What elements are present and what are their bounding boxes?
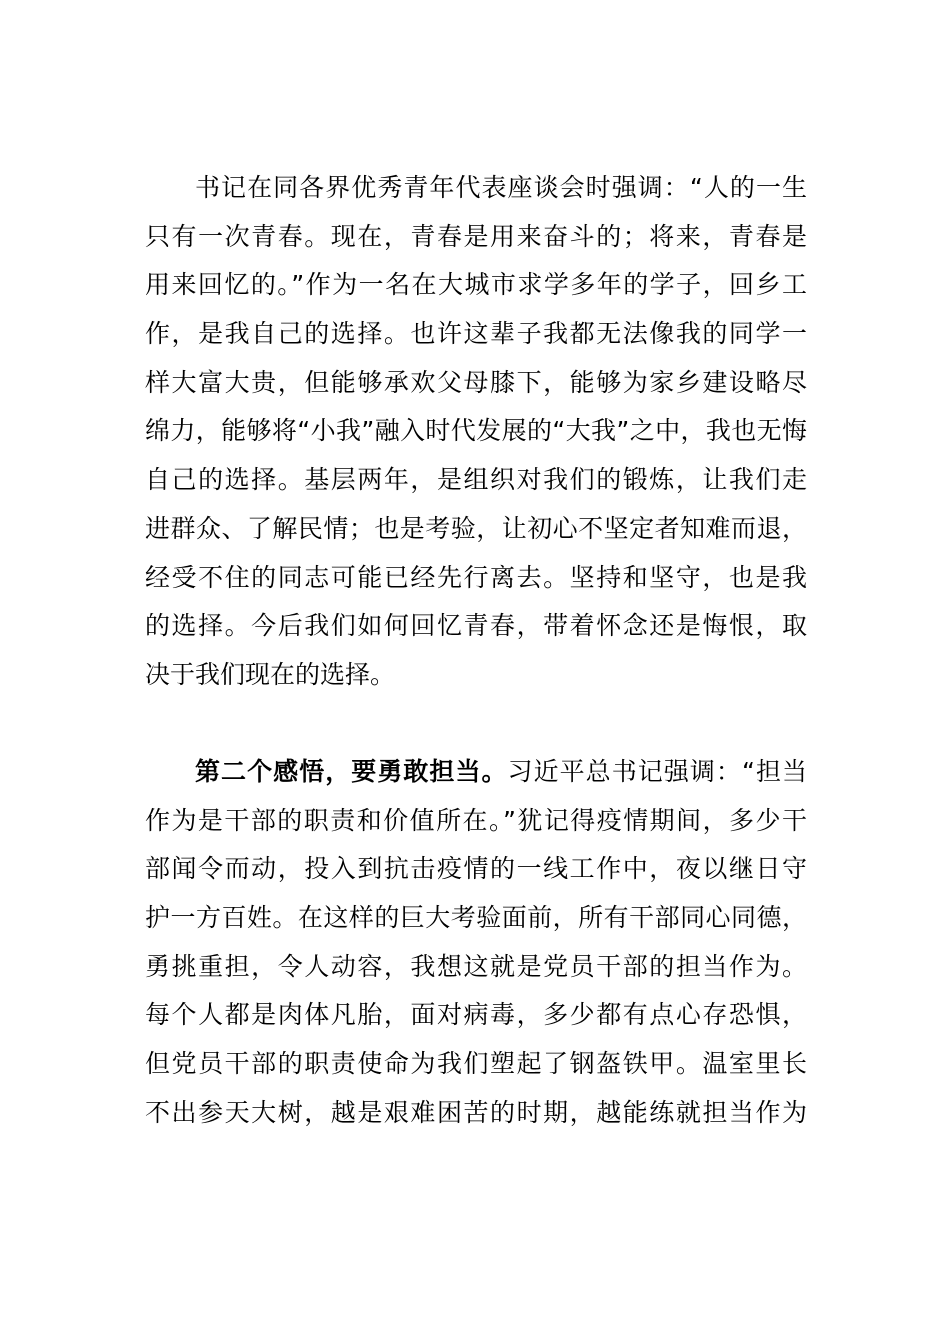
text-line: 样大富大贵，但能够承欢父母膝下，能够为家乡建设略尽 [145,367,807,397]
heading-continuation: 习近平总书记强调：“担当 [507,757,807,786]
text-line: 绵力，能够将“小我”融入时代发展的“大我”之中，我也无悔 [145,416,807,446]
section-heading: 第二个感悟，要勇敢担当。 [195,757,508,786]
text-line: 经受不住的同志可能已经先行离去。坚持和坚守，也是我 [145,562,807,592]
text-line: 勇挑重担，令人动容，我想这就是党员干部的担当作为。 [145,951,807,981]
text-line: 进群众、了解民情；也是考验，让初心不坚定者知难而退， [145,513,807,543]
text-line: 护一方百姓。在这样的巨大考验面前，所有干部同心同德， [145,903,807,933]
text-line: 只有一次青春。现在，青春是用来奋斗的；将来，青春是 [145,221,807,251]
text-line: 决于我们现在的选择。 [145,659,396,689]
text-line: 自己的选择。基层两年，是组织对我们的锻炼，让我们走 [145,465,807,495]
text-line: 但党员干部的职责使命为我们塑起了钢盔铁甲。温室里长 [145,1049,807,1079]
paragraph-courage-responsibility [145,752,807,1142]
text-line: 的选择。今后我们如何回忆青春，带着怀念还是悔恨，取 [145,611,807,641]
text-line: 作为是干部的职责和价值所在。”犹记得疫情期间，多少干 [145,805,807,835]
text-line: 部闻令而动，投入到抗击疫情的一线工作中，夜以继日守 [145,854,807,884]
text-line: 用来回忆的。”作为一名在大城市求学多年的学子，回乡工 [145,270,807,300]
text-line-first [145,752,807,801]
text-line: 每个人都是肉体凡胎，面对病毒，多少都有点心存恐惧， [145,1000,807,1030]
text-line: 作，是我自己的选择。也许这辈子我都无法像我的同学一 [145,319,807,349]
text-line: 不出参天大树，越是艰难困苦的时期，越能练就担当作为 [145,1097,807,1127]
paragraph-youth-choice [145,168,807,704]
text-line: 书记在同各界优秀青年代表座谈会时强调：“人的一生 [195,173,807,202]
